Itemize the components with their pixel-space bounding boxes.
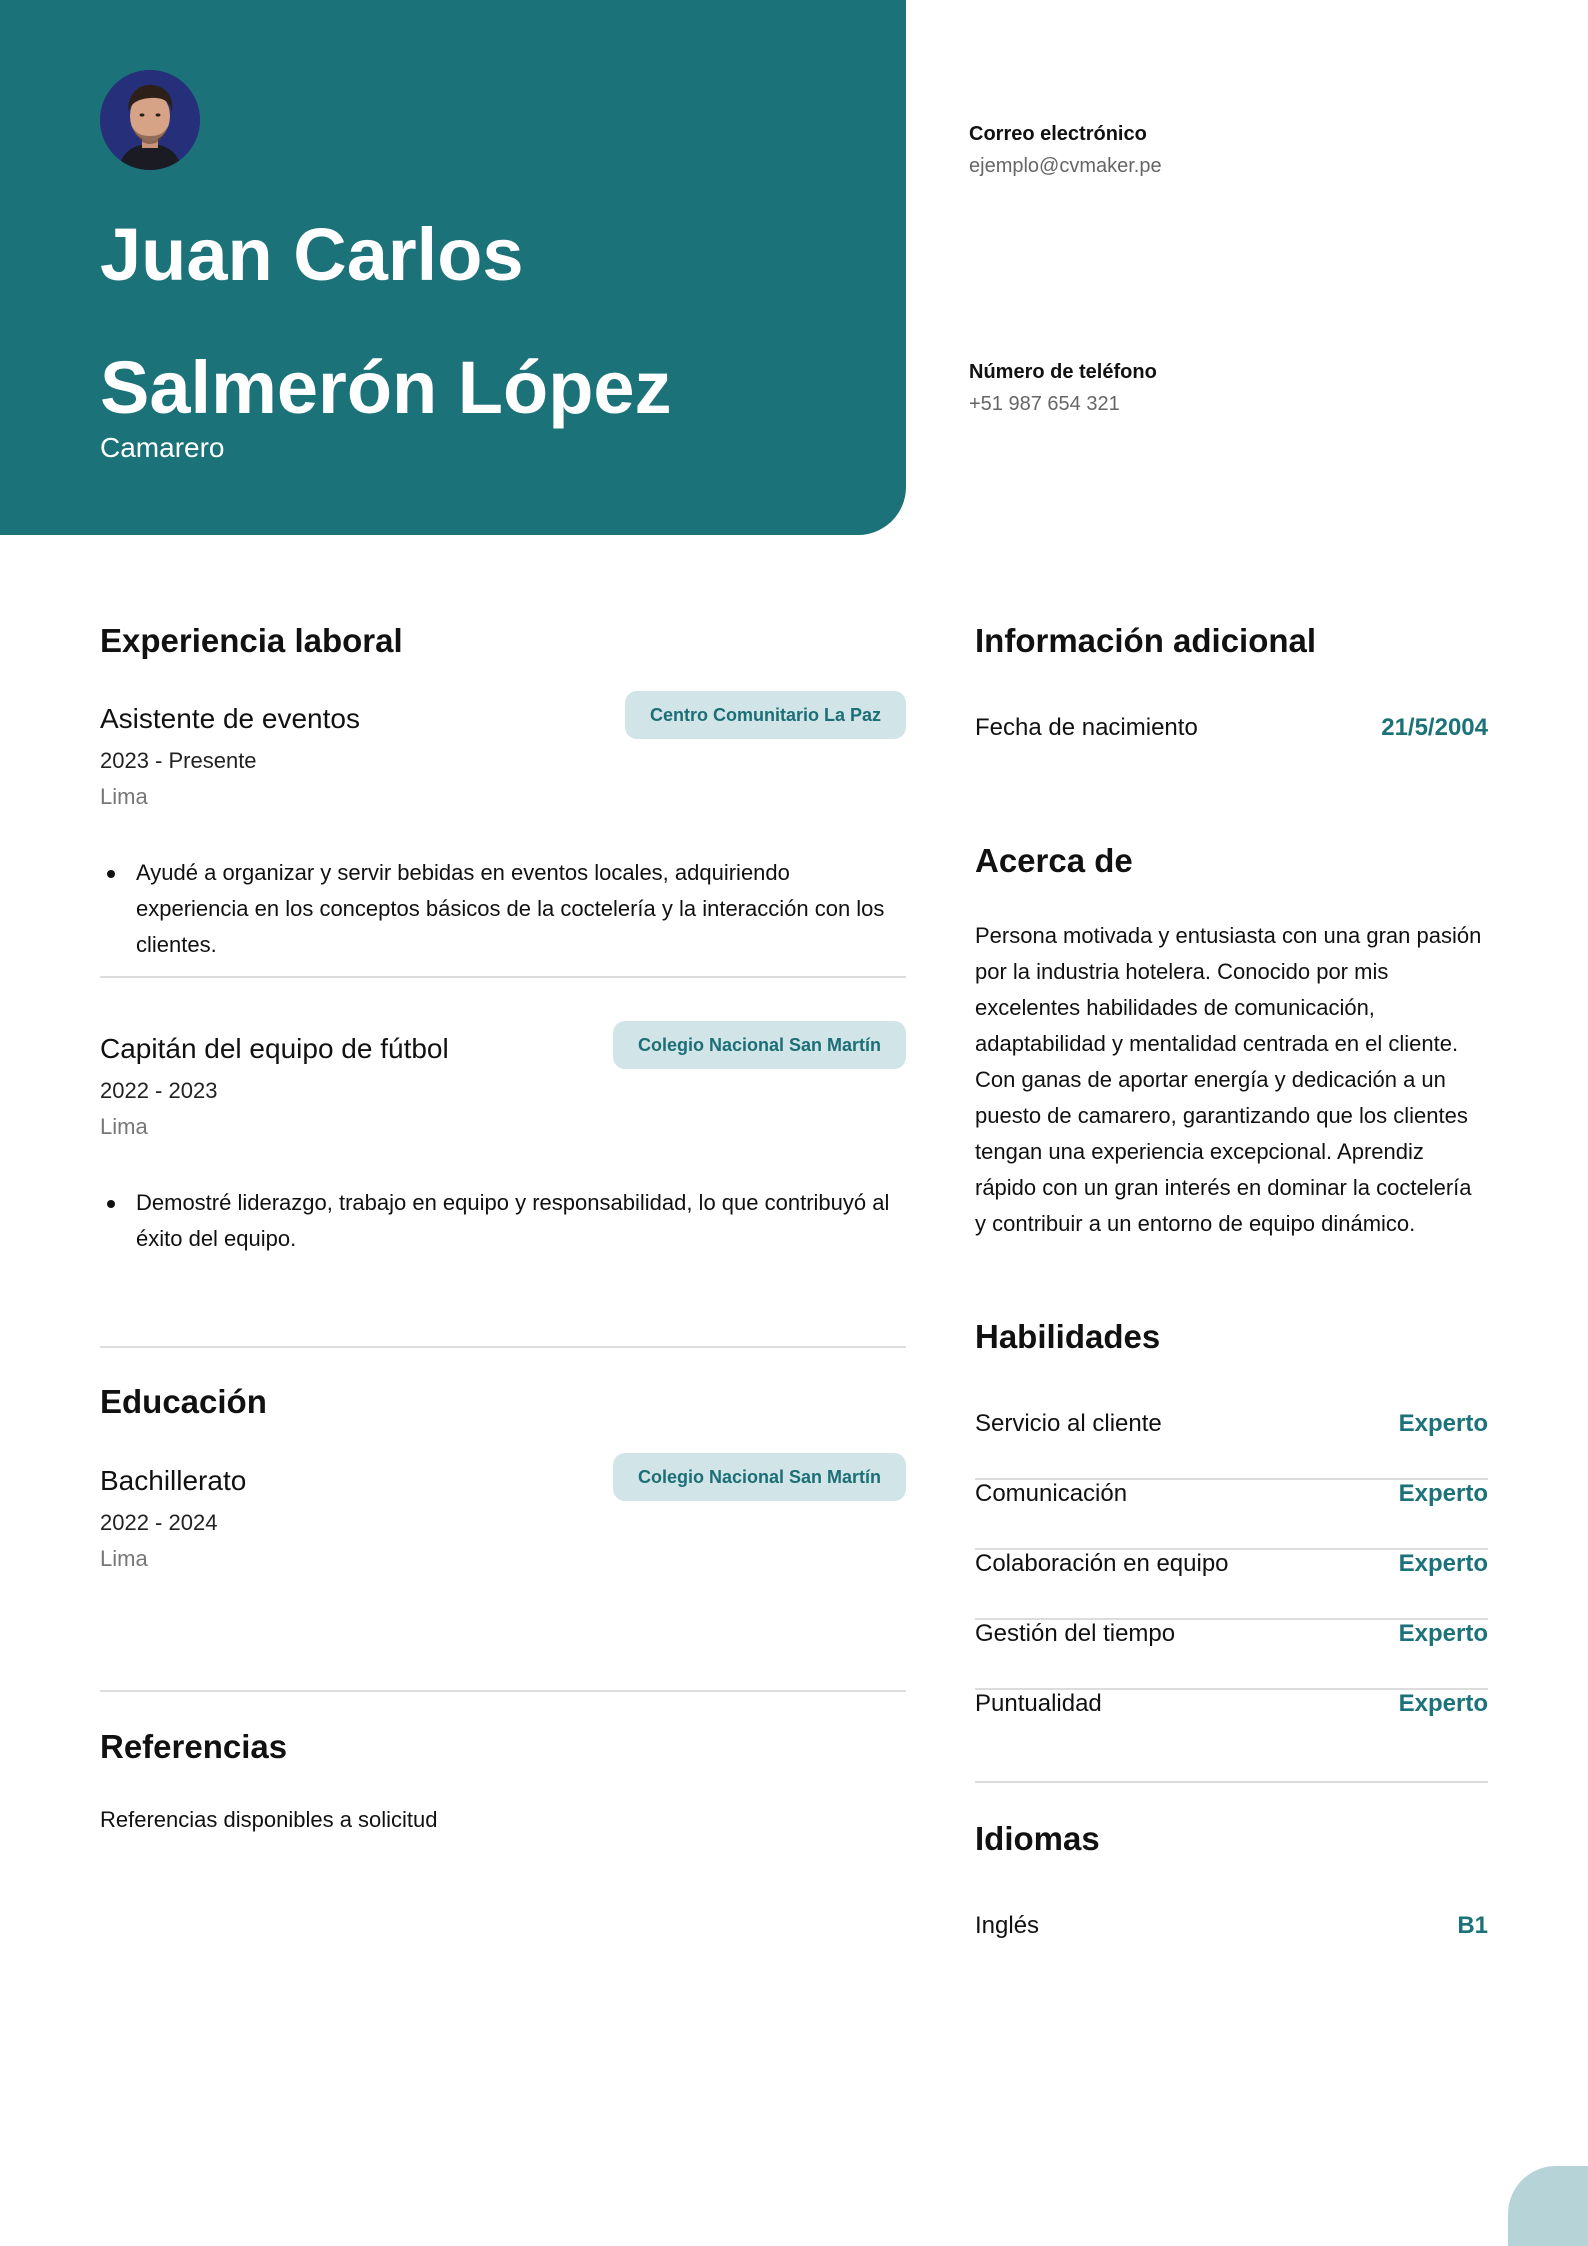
organization-tag: Colegio Nacional San Martín	[613, 1453, 906, 1501]
skills-heading: Habilidades	[975, 1318, 1161, 1355]
skill-name: Servicio al cliente	[975, 1410, 1162, 1437]
additional-info-heading: Información adicional	[975, 622, 1317, 659]
experience-heading: Experiencia laboral	[100, 622, 403, 659]
entry-dates: 2022 - 2024	[100, 1510, 218, 1535]
entry-bullets	[100, 855, 906, 963]
birth-date-label: Fecha de nacimiento	[975, 714, 1198, 741]
references-heading: Referencias	[100, 1728, 288, 1765]
bullet-item: Ayudé a organizar y servir bebidas en eventos locales, adquiriendo experiencia en los conceptos básicos de la coctelería y la interacción con los clientes.	[100, 855, 906, 963]
bullet-item: Demostré liderazgo, trabajo en equipo y responsabilidad, lo que contribuyó al éxito del equipo.	[100, 1185, 906, 1257]
skill-level: Experto	[1398, 1550, 1488, 1577]
skill-row	[975, 1480, 1488, 1550]
language-row	[975, 1912, 1488, 1982]
entry-degree: Bachillerato	[100, 1465, 247, 1496]
job-title: Camarero	[100, 432, 225, 463]
email-value: ejemplo@cvmaker.pe	[969, 155, 1162, 177]
skill-level: Experto	[1398, 1690, 1488, 1717]
references-text: Referencias disponibles a solicitud	[100, 1807, 438, 1832]
skill-name: Colaboración en equipo	[975, 1550, 1229, 1577]
email-label: Correo electrónico	[969, 123, 1147, 145]
entry-bullets	[100, 1185, 906, 1257]
about-text: Persona motivada y entusiasta con una gran pasión por la industria hotelera. Conocido por mis excelentes habilidades de comunicación, adaptabilidad y mentalidad centrada en el cliente. Con ganas de aportar energía y dedicación a un puesto de camarero, garantizando que los clientes tengan una experiencia excepcional. Aprendiz rápido con un gran interés en dominar la coctelería y contribuir a un entorno de equipo dinámico.	[975, 923, 1482, 1236]
divider	[100, 976, 906, 978]
divider	[100, 1690, 906, 1692]
birth-date-value: 21/5/2004	[1381, 714, 1488, 741]
skill-row	[975, 1620, 1488, 1690]
language-level: B1	[1457, 1912, 1488, 1939]
language-name: Inglés	[975, 1912, 1040, 1939]
entry-location: Lima	[100, 1114, 148, 1139]
organization-tag: Colegio Nacional San Martín	[613, 1021, 906, 1069]
skill-level: Experto	[1398, 1410, 1488, 1437]
entry-location: Lima	[100, 1546, 148, 1571]
skill-name: Puntualidad	[975, 1690, 1102, 1717]
skill-row	[975, 1550, 1488, 1620]
skill-name: Comunicación	[975, 1480, 1128, 1507]
skill-row	[975, 1410, 1488, 1480]
candidate-name: Juan Carlos Salmerón López	[100, 213, 672, 429]
phone-value: +51 987 654 321	[969, 393, 1120, 415]
divider	[975, 1781, 1488, 1783]
about-heading: Acerca de	[975, 842, 1133, 879]
skill-row	[975, 1690, 1488, 1760]
divider	[100, 1346, 906, 1348]
entry-location: Lima	[100, 784, 148, 809]
entry-role: Asistente de eventos	[100, 703, 360, 734]
organization-tag: Centro Comunitario La Paz	[625, 691, 906, 739]
languages-heading: Idiomas	[975, 1820, 1100, 1857]
entry-dates: 2023 - Presente	[100, 748, 257, 773]
entry-dates: 2022 - 2023	[100, 1078, 218, 1103]
skill-name: Gestión del tiempo	[975, 1620, 1176, 1647]
skill-level: Experto	[1398, 1620, 1488, 1647]
skill-level: Experto	[1398, 1480, 1488, 1507]
decorative-corner	[1508, 2166, 1588, 2246]
phone-label: Número de teléfono	[969, 361, 1157, 383]
education-heading: Educación	[100, 1383, 267, 1420]
avatar	[100, 70, 200, 170]
birth-date-row	[975, 714, 1488, 784]
header-banner	[0, 0, 906, 535]
entry-role: Capitán del equipo de fútbol	[100, 1033, 449, 1064]
